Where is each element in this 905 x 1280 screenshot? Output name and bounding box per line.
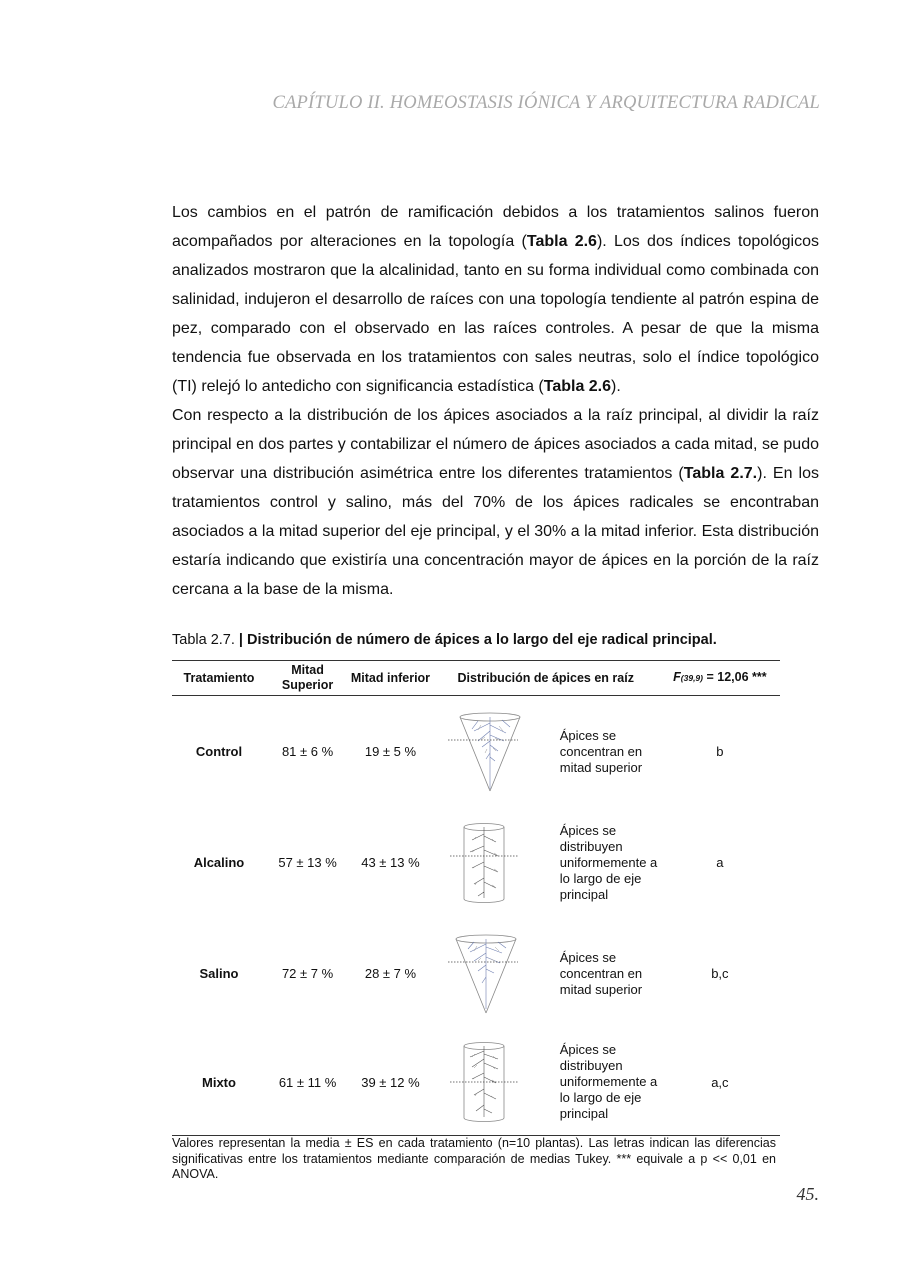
- paragraph-apex-distribution: [172, 401, 819, 604]
- treatment-name: Mixto: [172, 1029, 266, 1136]
- header-lower-half: Mitad inferior: [349, 661, 432, 696]
- f-letter: F: [673, 670, 681, 684]
- tukey-group: b,c: [711, 966, 729, 981]
- apex-distribution-table: [172, 660, 780, 1136]
- running-header: CAPÍTULO II. HOMEOSTASIS IÓNICA Y ARQUITECTURA RADICAL: [272, 93, 820, 113]
- table-footnote: Valores representan la media ± ES en cada tratamiento (n=10 plantas). Las letras indican las diferencias significativas entre los tratamientos mediante comparación de medias Tukey. *** equivale a p << 0,01 en ANOVA.: [172, 1136, 776, 1181]
- tukey-group: b: [716, 744, 724, 759]
- upper-half-value: 61 ± 11 %: [266, 1029, 349, 1136]
- distribution-description: Ápices se distribuyen uniformemente a lo largo de eje principal: [559, 822, 658, 902]
- body-text: [172, 198, 819, 604]
- paragraph-text: Los cambios en el patrón de ramificación debidos a los tratamientos salinos fueron acompañados por alteraciones en la topología (: [172, 204, 819, 250]
- distribution-description: Ápices se distribuyen uniformemente a lo largo de eje principal: [559, 1042, 658, 1121]
- tukey-group: a: [716, 855, 724, 870]
- distribution-cell: [432, 696, 660, 808]
- lower-half-value: 28 ± 7 %: [364, 966, 417, 981]
- table-row: [172, 918, 780, 1029]
- paragraph-text: ). Los dos índices topológicos analizados mostraron que la alcalinidad, tanto en su forma individual como combinada con salinidad, indujeron el desarrollo de raíces con una topología tendiente al patrón espina de pez, comparado con el observado en las raíces controles. A pesar de que la misma tendencia fue observada en los tratamientos con sales neutras, solo el índice topológico (TI) relejó lo antedicho con significancia estadística (: [172, 233, 819, 395]
- tukey-group: a,c: [660, 1029, 780, 1136]
- paragraph-text: ).: [611, 378, 621, 395]
- caption-prefix: Tabla 2.7.: [172, 632, 239, 648]
- table-reference: Tabla 2.6: [543, 378, 612, 395]
- header-treatment: Tratamiento: [172, 661, 266, 696]
- lower-half-value: 43 ± 13 %: [361, 855, 420, 870]
- upper-half-value: 81 ± 6 %: [281, 744, 334, 759]
- paragraph-topology: [172, 198, 819, 401]
- paragraph-text: Con respecto a la distribución de los ápices asociados a la raíz principal, al dividir la raíz principal en dos partes y contabilizar el número de ápices asociados a cada mitad, se pudo observar una distribución asimétrica entre los diferentes tratamientos (: [172, 407, 819, 482]
- upper-half-value: 72 ± 7 %: [281, 966, 334, 981]
- table-row: [172, 1029, 780, 1136]
- treatment-name: Alcalino: [193, 855, 245, 870]
- lower-half-value: 39 ± 12 %: [349, 1029, 432, 1136]
- distribution-description: Ápices se concentran en mitad superior: [559, 949, 643, 997]
- distribution-cell: [432, 807, 660, 918]
- f-value: = 12,06 ***: [703, 670, 767, 684]
- lower-half-value: 19 ± 5 %: [364, 744, 417, 759]
- paragraph-text: ). En los tratamientos control y salino, más del 70% de los ápices radicales se encontraban asociados a la mitad superior del eje principal, y el 30% a la mitad inferior. Esta distribución estaría indicando que existiría una concentración mayor de ápices en la porción de la raíz cercana a la base de la misma.: [172, 465, 820, 598]
- table-row: [172, 807, 780, 918]
- treatment-name: Salino: [199, 966, 239, 981]
- table-row: [172, 696, 780, 808]
- header-distribution: Distribución de ápices en raíz: [432, 661, 660, 696]
- caption-title: | Distribución de número de ápices a lo largo del eje radical principal.: [238, 632, 717, 648]
- table-reference: Tabla 2.6: [526, 233, 597, 250]
- table-caption: [172, 632, 717, 648]
- upper-half-value: 57 ± 13 %: [278, 855, 337, 870]
- table-header-row: [172, 661, 780, 696]
- header-f-statistic: [660, 661, 780, 696]
- header-upper-half: Mitad Superior: [266, 661, 349, 696]
- treatment-name: Control: [195, 744, 243, 759]
- cylinder-root-diagram: [448, 1041, 536, 1123]
- table-reference: Tabla 2.7.: [683, 465, 758, 482]
- f-degrees: (39,9): [680, 673, 703, 683]
- cone-root-diagram: [448, 711, 536, 793]
- cone-root-diagram: [448, 933, 536, 1015]
- cylinder-root-diagram: [448, 822, 536, 904]
- page-number: 45.: [796, 1184, 819, 1204]
- distribution-cell: [432, 1029, 660, 1136]
- distribution-description: Ápices se concentran en mitad superior: [559, 727, 643, 775]
- distribution-cell: [432, 918, 660, 1029]
